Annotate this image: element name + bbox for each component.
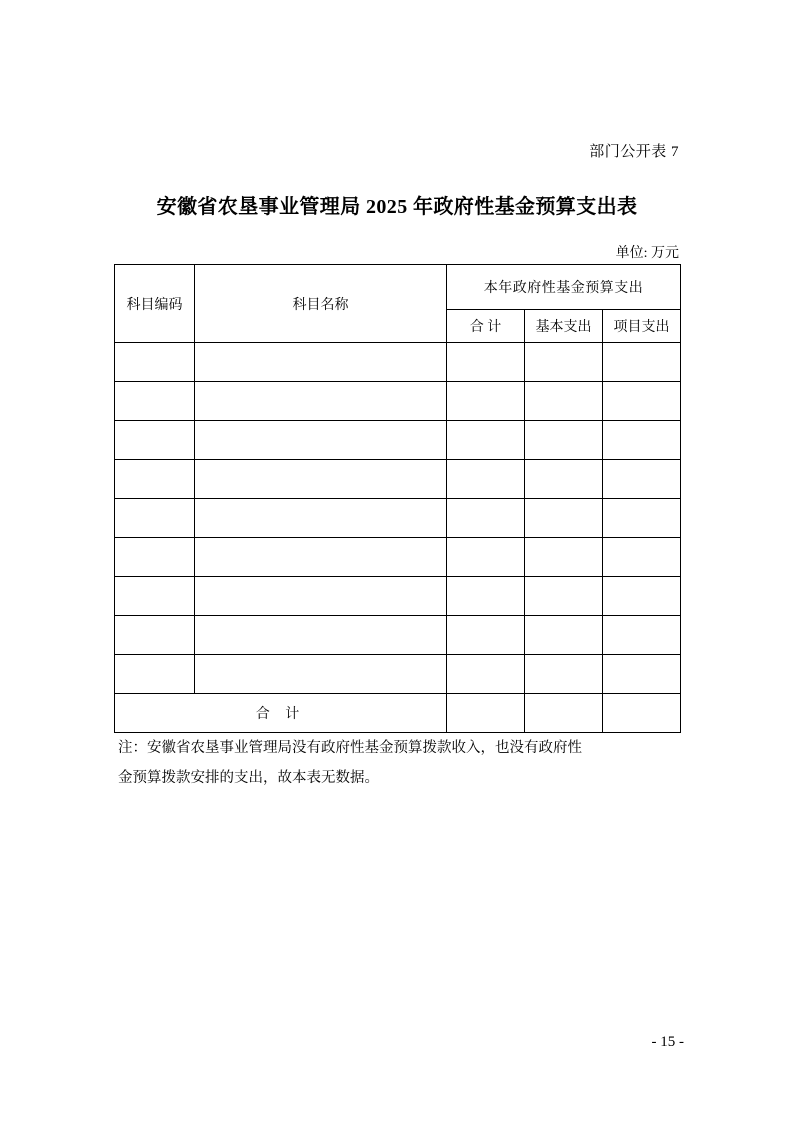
cell-name: [195, 616, 447, 655]
cell-code: [115, 577, 195, 616]
budget-table: [114, 264, 681, 733]
cell-sum: [447, 616, 525, 655]
column-header-project: 项目支出: [603, 310, 681, 343]
table-row: [115, 343, 681, 382]
cell-code: [115, 655, 195, 694]
cell-name: [195, 382, 447, 421]
table-row: [115, 421, 681, 460]
cell-basic: [525, 421, 603, 460]
unit-note: 单位: 万元: [615, 246, 679, 261]
cell-code: [115, 421, 195, 460]
cell-basic: [525, 382, 603, 421]
total-sum: [447, 694, 525, 733]
cell-basic: [525, 538, 603, 577]
cell-name: [195, 655, 447, 694]
total-label: 合 计: [115, 694, 447, 733]
cell-project: [603, 343, 681, 382]
budget-table-container: [114, 264, 680, 733]
cell-basic: [525, 499, 603, 538]
cell-code: [115, 343, 195, 382]
cell-basic: [525, 616, 603, 655]
cell-sum: [447, 460, 525, 499]
cell-project: [603, 538, 681, 577]
cell-sum: [447, 499, 525, 538]
footnote-line-1: 注：安徽省农垦事业管理局没有政府性基金预算拨款收入，也没有政府性: [118, 740, 582, 756]
cell-basic: [525, 655, 603, 694]
page-number: - 15 -: [651, 1034, 684, 1050]
column-header-group: 本年政府性基金预算支出: [447, 265, 681, 310]
cell-basic: [525, 577, 603, 616]
total-basic: [525, 694, 603, 733]
cell-name: [195, 343, 447, 382]
column-header-name: 科目名称: [195, 265, 447, 343]
cell-code: [115, 382, 195, 421]
total-project: [603, 694, 681, 733]
cell-name: [195, 421, 447, 460]
cell-code: [115, 538, 195, 577]
cell-project: [603, 577, 681, 616]
cell-project: [603, 616, 681, 655]
form-code-label: 部门公开表 7: [589, 144, 679, 160]
column-header-basic: 基本支出: [525, 310, 603, 343]
cell-sum: [447, 421, 525, 460]
cell-sum: [447, 538, 525, 577]
cell-sum: [447, 577, 525, 616]
cell-code: [115, 499, 195, 538]
cell-code: [115, 460, 195, 499]
cell-project: [603, 655, 681, 694]
cell-name: [195, 577, 447, 616]
table-row: [115, 655, 681, 694]
cell-name: [195, 499, 447, 538]
cell-project: [603, 460, 681, 499]
table-row: [115, 460, 681, 499]
cell-basic: [525, 343, 603, 382]
table-row: [115, 499, 681, 538]
cell-code: [115, 616, 195, 655]
table-row: [115, 538, 681, 577]
footnote: [118, 733, 684, 794]
cell-project: [603, 382, 681, 421]
footnote-line-2: 金预算拨款安排的支出，故本表无数据。: [118, 770, 379, 787]
table-header-row-1: [115, 265, 681, 310]
table-row: [115, 382, 681, 421]
cell-project: [603, 421, 681, 460]
cell-sum: [447, 655, 525, 694]
table-total-row: [115, 694, 681, 733]
cell-name: [195, 460, 447, 499]
cell-sum: [447, 343, 525, 382]
table-row: [115, 616, 681, 655]
cell-basic: [525, 460, 603, 499]
cell-project: [603, 499, 681, 538]
cell-name: [195, 538, 447, 577]
column-header-code: 科目编码: [115, 265, 195, 343]
table-row: [115, 577, 681, 616]
page-title: 安徽省农垦事业管理局 2025 年政府性基金预算支出表: [156, 196, 638, 218]
column-header-sum: 合 计: [447, 310, 525, 343]
cell-sum: [447, 382, 525, 421]
